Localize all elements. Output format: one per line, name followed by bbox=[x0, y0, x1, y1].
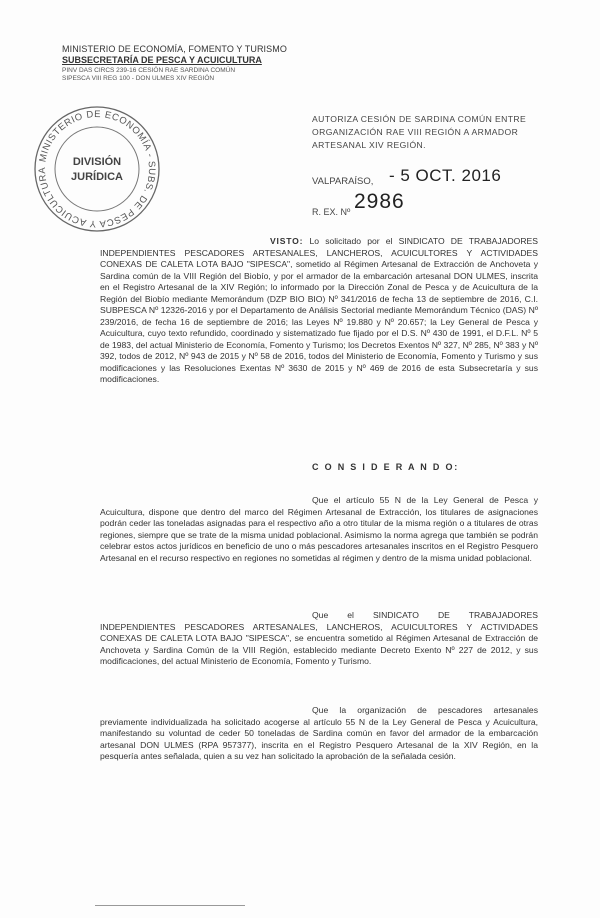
resolution-label: R. EX. Nº bbox=[312, 207, 351, 217]
visto-label: VISTO: bbox=[270, 236, 304, 246]
subsecretaria-name: SUBSECRETARÍA DE PESCA Y ACUICULTURA bbox=[62, 55, 262, 65]
visto-text: Lo solicitado por el SINDICATO DE TRABAJADORES INDEPENDIENTES PESCADORES ARTESANALES, LANCHEROS, ACUICULTORES Y ACTIVIDADES CONEXAS DE CALETA LOTA BAJO "SIPESCA", sometido al Régimen Artesanal de Extracción de Anchoveta y Sardina común de la VIII Región del Biobío, y por el armador de la embarcación artesanal DON ULMES, inscrita en el Registro Artesanal de la XIV Región; lo informado por la Dirección Zonal de Pesca y de Acuicultura de la Región del Biobío mediante Memorándum (DZP BIO BIO) Nº 341/2016 de fecha 13 de septiembre de 2016, C.I. SUBPESCA Nº 12326-2016 y por el Departamento de Análisis Sectorial mediante Memorándum Técnico (DAS) Nº 239/2016, de fecha 16 de septiembre de 2016; las Leyes Nº 19.880 y Nº 20.657; la Ley General de Pesca y Acuicultura, cuyo texto refundido, coordinado y sistematizado fue fijado por el D.S. Nº 430 de 1991, el D.F.L. Nº 5 de 1983, del actual Ministerio de Economía, Fomento y Turismo; los Decretos Exentos Nº 327, Nº 285, Nº 383 y Nº 392, todos de 2012, Nº 943 de 2015 y Nº 58 de 2016, todos del Ministerio de Economía, Fomento y Turismo y sus modificaciones y las Resoluciones Exentas Nº 3630 de 2015 y Nº 469 de 2016 de esta Subsecretaría y sus modificaciones. bbox=[100, 236, 538, 384]
division-juridica-stamp bbox=[22, 94, 172, 244]
letterhead bbox=[62, 44, 287, 82]
considerando-heading: C O N S I D E R A N D O: bbox=[312, 462, 460, 472]
visto-paragraph bbox=[100, 236, 538, 386]
reference-line-1: PINV DAS CIRCS 239-16 CESIÓN RAE SARDINA COMÚN bbox=[62, 67, 236, 74]
stamp-center-line-2: JURÍDICA bbox=[71, 171, 123, 183]
city-label: VALPARAÍSO, bbox=[312, 176, 374, 187]
considerando-paragraph-1 bbox=[100, 495, 538, 564]
title-line-2: ORGANIZACIÓN RAE VIII REGIÓN A ARMADOR bbox=[312, 127, 519, 137]
ministry-name: MINISTERIO DE ECONOMÍA, FOMENTO Y TURISMO bbox=[62, 44, 287, 54]
footer-rule bbox=[95, 905, 245, 906]
stamp-outer-ring bbox=[35, 107, 159, 231]
stamp-inner-ring bbox=[55, 127, 139, 211]
considerando-1-text: Que el artículo 55 N de la Ley General de Pesca y Acuicultura, dispone que dentro del marco del Régimen Artesanal de Extracción, los titulares de asignaciones podrán ceder las toneladas asignadas para el respectivo año a otro titular de la misma región o a titulares de otras regiones, siempre que se trate de la misma unidad poblacional. Asimismo la norma agrega que también se podrán celebrar estos actos jurídicos en beneficio de uno o más pescadores artesanales inscritos en el Registro Pesquero Artesanal en el recurso respectivo en regiones no sometidas al régimen y dentro de la misma unidad poblacional. bbox=[100, 495, 538, 563]
resolution-number: 2986 bbox=[354, 190, 405, 213]
document-title bbox=[312, 113, 552, 152]
stamp-ring-text: MINISTERIO DE ECONOMÍA - SUBS. DE PESCA Y ACUICULTURA bbox=[36, 108, 158, 230]
title-line-3: ARTESANAL XIV REGIÓN. bbox=[312, 140, 426, 150]
stamp-center-line-1: DIVISIÓN bbox=[72, 156, 122, 168]
title-line-1: AUTORIZA CESIÓN DE SARDINA COMÚN ENTRE bbox=[312, 114, 527, 124]
considerando-2-text: Que el SINDICATO DE TRABAJADORES INDEPENDIENTES PESCADORES ARTESANALES, LANCHEROS, ACUICULTORES Y ACTIVIDADES CONEXAS DE CALETA LOTA BAJO "SIPESCA", se encuentra sometido al Régimen Artesanal de Extracción de Anchoveta y Sardina Común de la VIII Región, establecido mediante Decreto Exento Nº 227 de 2012, y sus modificaciones, del actual Ministerio de Economía, Fomento y Turismo. bbox=[100, 610, 538, 666]
considerando-3-text: Que la organización de pescadores artesanales previamente individualizada ha solicitado acogerse al artículo 55 N de la Ley General de Pesca y Acuicultura, manifestando su voluntad de ceder 50 toneladas de Sardina común en favor del armador de la embarcación artesanal DON ULMES (RPA 957377), inscrita en el Registro Pesquero Artesanal de la XIV Región, en la pesquería antes señalada, quien a su vez han solicitado la aprobación de la señalada cesión. bbox=[100, 705, 538, 761]
stamped-date: - 5 OCT. 2016 bbox=[389, 166, 502, 185]
considerando-paragraph-2 bbox=[100, 610, 538, 668]
reference-line-2: SIPESCA VIII REG 100 - DON ULMES XIV REGIÓN bbox=[62, 75, 215, 82]
considerando-paragraph-3 bbox=[100, 705, 538, 763]
